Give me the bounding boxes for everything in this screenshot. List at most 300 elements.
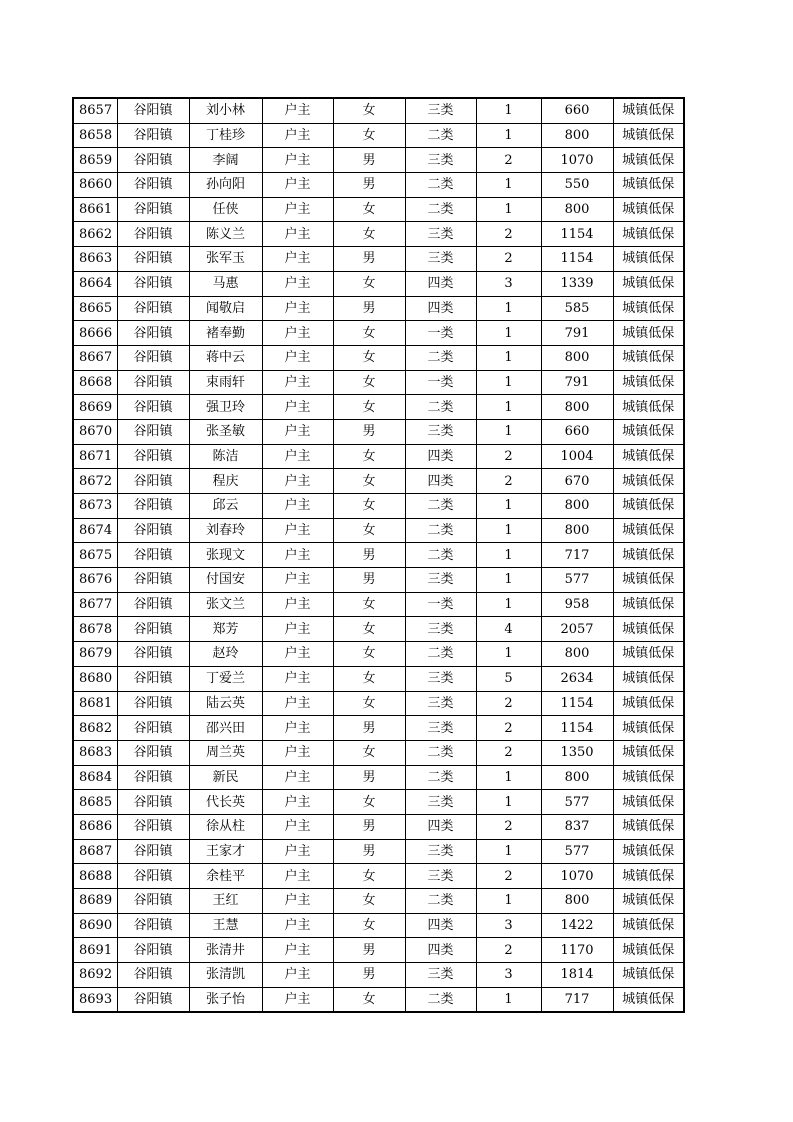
amount-cell: 1070 — [541, 864, 613, 889]
town-cell: 谷阳镇 — [117, 987, 189, 1012]
name-cell: 李阔 — [189, 148, 262, 173]
gender-cell: 女 — [333, 790, 405, 815]
household-size-cell: 4 — [476, 617, 541, 642]
role-cell: 户主 — [262, 691, 333, 716]
assistance-type-cell: 城镇低保 — [613, 913, 684, 938]
gender-cell: 女 — [333, 395, 405, 420]
gender-cell: 女 — [333, 98, 405, 123]
amount-cell: 577 — [541, 839, 613, 864]
household-size-cell: 2 — [476, 716, 541, 741]
table-row — [73, 271, 684, 296]
assistance-type-cell: 城镇低保 — [613, 666, 684, 691]
assistance-type-cell: 城镇低保 — [613, 765, 684, 790]
town-cell: 谷阳镇 — [117, 666, 189, 691]
town-cell: 谷阳镇 — [117, 716, 189, 741]
amount-cell: 1154 — [541, 716, 613, 741]
table-row — [73, 148, 684, 173]
role-cell: 户主 — [262, 642, 333, 667]
amount-cell: 577 — [541, 568, 613, 593]
record-id-cell: 8667 — [73, 345, 117, 370]
gender-cell: 男 — [333, 543, 405, 568]
town-cell: 谷阳镇 — [117, 790, 189, 815]
role-cell: 户主 — [262, 963, 333, 988]
category-cell: 三类 — [405, 617, 476, 642]
assistance-type-cell: 城镇低保 — [613, 247, 684, 272]
record-id-cell: 8685 — [73, 790, 117, 815]
table-row — [73, 419, 684, 444]
amount-cell: 660 — [541, 419, 613, 444]
table-body — [73, 98, 684, 1012]
gender-cell: 女 — [333, 592, 405, 617]
category-cell: 三类 — [405, 568, 476, 593]
name-cell: 丁桂珍 — [189, 123, 262, 148]
role-cell: 户主 — [262, 197, 333, 222]
household-size-cell: 1 — [476, 197, 541, 222]
category-cell: 四类 — [405, 938, 476, 963]
record-id-cell: 8669 — [73, 395, 117, 420]
town-cell: 谷阳镇 — [117, 864, 189, 889]
assistance-type-cell: 城镇低保 — [613, 345, 684, 370]
name-cell: 新民 — [189, 765, 262, 790]
gender-cell: 男 — [333, 247, 405, 272]
assistance-type-cell: 城镇低保 — [613, 642, 684, 667]
record-id-cell: 8684 — [73, 765, 117, 790]
assistance-type-cell: 城镇低保 — [613, 469, 684, 494]
gender-cell: 女 — [333, 889, 405, 914]
table-row — [73, 345, 684, 370]
name-cell: 张圣敏 — [189, 419, 262, 444]
category-cell: 二类 — [405, 123, 476, 148]
town-cell: 谷阳镇 — [117, 321, 189, 346]
amount-cell: 577 — [541, 790, 613, 815]
role-cell: 户主 — [262, 222, 333, 247]
category-cell: 二类 — [405, 518, 476, 543]
category-cell: 三类 — [405, 666, 476, 691]
name-cell: 代长英 — [189, 790, 262, 815]
role-cell: 户主 — [262, 173, 333, 198]
name-cell: 强卫玲 — [189, 395, 262, 420]
assistance-type-cell: 城镇低保 — [613, 271, 684, 296]
category-cell: 四类 — [405, 271, 476, 296]
gender-cell: 女 — [333, 666, 405, 691]
household-size-cell: 2 — [476, 691, 541, 716]
household-size-cell: 1 — [476, 987, 541, 1012]
amount-cell: 800 — [541, 345, 613, 370]
role-cell: 户主 — [262, 938, 333, 963]
gender-cell: 男 — [333, 814, 405, 839]
category-cell: 二类 — [405, 345, 476, 370]
town-cell: 谷阳镇 — [117, 395, 189, 420]
amount-cell: 717 — [541, 543, 613, 568]
record-id-cell: 8678 — [73, 617, 117, 642]
category-cell: 二类 — [405, 543, 476, 568]
record-id-cell: 8659 — [73, 148, 117, 173]
town-cell: 谷阳镇 — [117, 543, 189, 568]
category-cell: 三类 — [405, 222, 476, 247]
table-row — [73, 864, 684, 889]
category-cell: 二类 — [405, 740, 476, 765]
town-cell: 谷阳镇 — [117, 419, 189, 444]
household-size-cell: 1 — [476, 518, 541, 543]
name-cell: 刘春玲 — [189, 518, 262, 543]
record-id-cell: 8691 — [73, 938, 117, 963]
role-cell: 户主 — [262, 839, 333, 864]
household-size-cell: 1 — [476, 370, 541, 395]
table-row — [73, 123, 684, 148]
record-id-cell: 8671 — [73, 444, 117, 469]
role-cell: 户主 — [262, 666, 333, 691]
category-cell: 二类 — [405, 889, 476, 914]
household-size-cell: 2 — [476, 148, 541, 173]
assistance-type-cell: 城镇低保 — [613, 419, 684, 444]
town-cell: 谷阳镇 — [117, 839, 189, 864]
assistance-type-cell: 城镇低保 — [613, 839, 684, 864]
table-row — [73, 321, 684, 346]
category-cell: 一类 — [405, 592, 476, 617]
assistance-type-cell: 城镇低保 — [613, 617, 684, 642]
table-row — [73, 913, 684, 938]
amount-cell: 585 — [541, 296, 613, 321]
name-cell: 王慧 — [189, 913, 262, 938]
town-cell: 谷阳镇 — [117, 814, 189, 839]
household-size-cell: 1 — [476, 123, 541, 148]
category-cell: 一类 — [405, 370, 476, 395]
category-cell: 二类 — [405, 642, 476, 667]
table-row — [73, 296, 684, 321]
household-size-cell: 3 — [476, 271, 541, 296]
table-row — [73, 222, 684, 247]
amount-cell: 800 — [541, 123, 613, 148]
assistance-type-cell: 城镇低保 — [613, 938, 684, 963]
role-cell: 户主 — [262, 864, 333, 889]
record-id-cell: 8661 — [73, 197, 117, 222]
town-cell: 谷阳镇 — [117, 345, 189, 370]
assistance-type-cell: 城镇低保 — [613, 864, 684, 889]
household-size-cell: 2 — [476, 469, 541, 494]
role-cell: 户主 — [262, 814, 333, 839]
record-id-cell: 8677 — [73, 592, 117, 617]
town-cell: 谷阳镇 — [117, 765, 189, 790]
amount-cell: 800 — [541, 889, 613, 914]
town-cell: 谷阳镇 — [117, 963, 189, 988]
household-size-cell: 1 — [476, 790, 541, 815]
assistance-type-cell: 城镇低保 — [613, 814, 684, 839]
name-cell: 闻敬启 — [189, 296, 262, 321]
gender-cell: 男 — [333, 173, 405, 198]
role-cell: 户主 — [262, 987, 333, 1012]
town-cell: 谷阳镇 — [117, 247, 189, 272]
household-size-cell: 2 — [476, 444, 541, 469]
gender-cell: 女 — [333, 691, 405, 716]
assistance-type-cell: 城镇低保 — [613, 790, 684, 815]
table-row — [73, 568, 684, 593]
household-size-cell: 1 — [476, 568, 541, 593]
household-size-cell: 2 — [476, 247, 541, 272]
assistance-type-cell: 城镇低保 — [613, 321, 684, 346]
town-cell: 谷阳镇 — [117, 592, 189, 617]
gender-cell: 女 — [333, 617, 405, 642]
role-cell: 户主 — [262, 271, 333, 296]
town-cell: 谷阳镇 — [117, 913, 189, 938]
category-cell: 三类 — [405, 419, 476, 444]
household-size-cell: 2 — [476, 938, 541, 963]
gender-cell: 女 — [333, 864, 405, 889]
name-cell: 郑芳 — [189, 617, 262, 642]
table-row — [73, 666, 684, 691]
household-size-cell: 2 — [476, 222, 541, 247]
table-row — [73, 642, 684, 667]
role-cell: 户主 — [262, 617, 333, 642]
record-id-cell: 8689 — [73, 889, 117, 914]
gender-cell: 女 — [333, 123, 405, 148]
record-id-cell: 8668 — [73, 370, 117, 395]
gender-cell: 男 — [333, 839, 405, 864]
table-row — [73, 98, 684, 123]
category-cell: 四类 — [405, 444, 476, 469]
table-row — [73, 173, 684, 198]
assistance-type-cell: 城镇低保 — [613, 518, 684, 543]
record-id-cell: 8664 — [73, 271, 117, 296]
name-cell: 余桂平 — [189, 864, 262, 889]
category-cell: 三类 — [405, 98, 476, 123]
amount-cell: 958 — [541, 592, 613, 617]
gender-cell: 女 — [333, 321, 405, 346]
record-id-cell: 8676 — [73, 568, 117, 593]
name-cell: 束雨轩 — [189, 370, 262, 395]
table-row — [73, 938, 684, 963]
name-cell: 王红 — [189, 889, 262, 914]
amount-cell: 1070 — [541, 148, 613, 173]
amount-cell: 1154 — [541, 691, 613, 716]
town-cell: 谷阳镇 — [117, 296, 189, 321]
table-row — [73, 543, 684, 568]
household-size-cell: 1 — [476, 889, 541, 914]
town-cell: 谷阳镇 — [117, 494, 189, 519]
name-cell: 王家才 — [189, 839, 262, 864]
amount-cell: 660 — [541, 98, 613, 123]
record-id-cell: 8658 — [73, 123, 117, 148]
town-cell: 谷阳镇 — [117, 938, 189, 963]
household-size-cell: 1 — [476, 419, 541, 444]
amount-cell: 670 — [541, 469, 613, 494]
table-row — [73, 469, 684, 494]
gender-cell: 男 — [333, 765, 405, 790]
name-cell: 马惠 — [189, 271, 262, 296]
category-cell: 二类 — [405, 987, 476, 1012]
table-row — [73, 839, 684, 864]
gender-cell: 女 — [333, 345, 405, 370]
amount-cell: 800 — [541, 494, 613, 519]
gender-cell: 女 — [333, 987, 405, 1012]
amount-cell: 800 — [541, 765, 613, 790]
table-row — [73, 370, 684, 395]
category-cell: 三类 — [405, 864, 476, 889]
assistance-type-cell: 城镇低保 — [613, 494, 684, 519]
role-cell: 户主 — [262, 518, 333, 543]
gender-cell: 男 — [333, 148, 405, 173]
table-row — [73, 790, 684, 815]
role-cell: 户主 — [262, 494, 333, 519]
record-id-cell: 8687 — [73, 839, 117, 864]
role-cell: 户主 — [262, 716, 333, 741]
role-cell: 户主 — [262, 543, 333, 568]
assistance-type-cell: 城镇低保 — [613, 691, 684, 716]
table-row — [73, 444, 684, 469]
name-cell: 徐从柱 — [189, 814, 262, 839]
household-size-cell: 1 — [476, 296, 541, 321]
assistance-type-cell: 城镇低保 — [613, 987, 684, 1012]
town-cell: 谷阳镇 — [117, 98, 189, 123]
town-cell: 谷阳镇 — [117, 889, 189, 914]
role-cell: 户主 — [262, 765, 333, 790]
category-cell: 二类 — [405, 765, 476, 790]
gender-cell: 男 — [333, 938, 405, 963]
category-cell: 四类 — [405, 296, 476, 321]
name-cell: 张文兰 — [189, 592, 262, 617]
household-size-cell: 1 — [476, 98, 541, 123]
category-cell: 二类 — [405, 395, 476, 420]
amount-cell: 800 — [541, 395, 613, 420]
amount-cell: 791 — [541, 370, 613, 395]
role-cell: 户主 — [262, 148, 333, 173]
category-cell: 三类 — [405, 790, 476, 815]
gender-cell: 女 — [333, 740, 405, 765]
category-cell: 二类 — [405, 173, 476, 198]
name-cell: 丁爱兰 — [189, 666, 262, 691]
town-cell: 谷阳镇 — [117, 617, 189, 642]
amount-cell: 837 — [541, 814, 613, 839]
amount-cell: 717 — [541, 987, 613, 1012]
table-row — [73, 592, 684, 617]
amount-cell: 1339 — [541, 271, 613, 296]
record-id-cell: 8688 — [73, 864, 117, 889]
town-cell: 谷阳镇 — [117, 444, 189, 469]
town-cell: 谷阳镇 — [117, 173, 189, 198]
record-id-cell: 8692 — [73, 963, 117, 988]
amount-cell: 800 — [541, 642, 613, 667]
name-cell: 孙向阳 — [189, 173, 262, 198]
assistance-type-cell: 城镇低保 — [613, 148, 684, 173]
gender-cell: 男 — [333, 568, 405, 593]
town-cell: 谷阳镇 — [117, 740, 189, 765]
role-cell: 户主 — [262, 98, 333, 123]
name-cell: 张清凯 — [189, 963, 262, 988]
table-row — [73, 247, 684, 272]
record-id-cell: 8686 — [73, 814, 117, 839]
table-row — [73, 889, 684, 914]
table-row — [73, 691, 684, 716]
table-row — [73, 740, 684, 765]
gender-cell: 男 — [333, 963, 405, 988]
amount-cell: 1004 — [541, 444, 613, 469]
name-cell: 周兰英 — [189, 740, 262, 765]
assistance-type-cell: 城镇低保 — [613, 173, 684, 198]
household-size-cell: 3 — [476, 963, 541, 988]
category-cell: 四类 — [405, 469, 476, 494]
town-cell: 谷阳镇 — [117, 691, 189, 716]
category-cell: 三类 — [405, 963, 476, 988]
role-cell: 户主 — [262, 592, 333, 617]
assistance-type-cell: 城镇低保 — [613, 123, 684, 148]
record-id-cell: 8683 — [73, 740, 117, 765]
assistance-type-cell: 城镇低保 — [613, 197, 684, 222]
gender-cell: 女 — [333, 222, 405, 247]
record-id-cell: 8672 — [73, 469, 117, 494]
role-cell: 户主 — [262, 444, 333, 469]
name-cell: 张子怡 — [189, 987, 262, 1012]
name-cell: 陈义兰 — [189, 222, 262, 247]
household-size-cell: 1 — [476, 395, 541, 420]
name-cell: 付国安 — [189, 568, 262, 593]
name-cell: 邱云 — [189, 494, 262, 519]
household-size-cell: 1 — [476, 839, 541, 864]
record-id-cell: 8663 — [73, 247, 117, 272]
role-cell: 户主 — [262, 889, 333, 914]
record-id-cell: 8681 — [73, 691, 117, 716]
record-id-cell: 8680 — [73, 666, 117, 691]
amount-cell: 1154 — [541, 247, 613, 272]
town-cell: 谷阳镇 — [117, 469, 189, 494]
role-cell: 户主 — [262, 247, 333, 272]
assistance-type-cell: 城镇低保 — [613, 716, 684, 741]
record-id-cell: 8682 — [73, 716, 117, 741]
town-cell: 谷阳镇 — [117, 197, 189, 222]
household-size-cell: 1 — [476, 173, 541, 198]
record-id-cell: 8662 — [73, 222, 117, 247]
town-cell: 谷阳镇 — [117, 148, 189, 173]
gender-cell: 女 — [333, 518, 405, 543]
gender-cell: 男 — [333, 716, 405, 741]
name-cell: 张军玉 — [189, 247, 262, 272]
name-cell: 赵玲 — [189, 642, 262, 667]
household-size-cell: 1 — [476, 321, 541, 346]
table-row — [73, 617, 684, 642]
category-cell: 四类 — [405, 814, 476, 839]
assistance-type-cell: 城镇低保 — [613, 444, 684, 469]
town-cell: 谷阳镇 — [117, 222, 189, 247]
assistance-type-cell: 城镇低保 — [613, 543, 684, 568]
category-cell: 二类 — [405, 197, 476, 222]
category-cell: 一类 — [405, 321, 476, 346]
table-row — [73, 814, 684, 839]
record-id-cell: 8666 — [73, 321, 117, 346]
category-cell: 三类 — [405, 839, 476, 864]
name-cell: 张清井 — [189, 938, 262, 963]
role-cell: 户主 — [262, 740, 333, 765]
amount-cell: 800 — [541, 518, 613, 543]
role-cell: 户主 — [262, 370, 333, 395]
table-row — [73, 197, 684, 222]
name-cell: 邵兴田 — [189, 716, 262, 741]
amount-cell: 800 — [541, 197, 613, 222]
table-row — [73, 716, 684, 741]
town-cell: 谷阳镇 — [117, 518, 189, 543]
town-cell: 谷阳镇 — [117, 568, 189, 593]
table-row — [73, 395, 684, 420]
town-cell: 谷阳镇 — [117, 370, 189, 395]
gender-cell: 女 — [333, 913, 405, 938]
record-id-cell: 8657 — [73, 98, 117, 123]
beneficiary-table — [72, 97, 685, 1013]
amount-cell: 2634 — [541, 666, 613, 691]
household-size-cell: 2 — [476, 864, 541, 889]
record-id-cell: 8674 — [73, 518, 117, 543]
amount-cell: 1422 — [541, 913, 613, 938]
record-id-cell: 8675 — [73, 543, 117, 568]
category-cell: 四类 — [405, 913, 476, 938]
household-size-cell: 1 — [476, 765, 541, 790]
assistance-type-cell: 城镇低保 — [613, 963, 684, 988]
